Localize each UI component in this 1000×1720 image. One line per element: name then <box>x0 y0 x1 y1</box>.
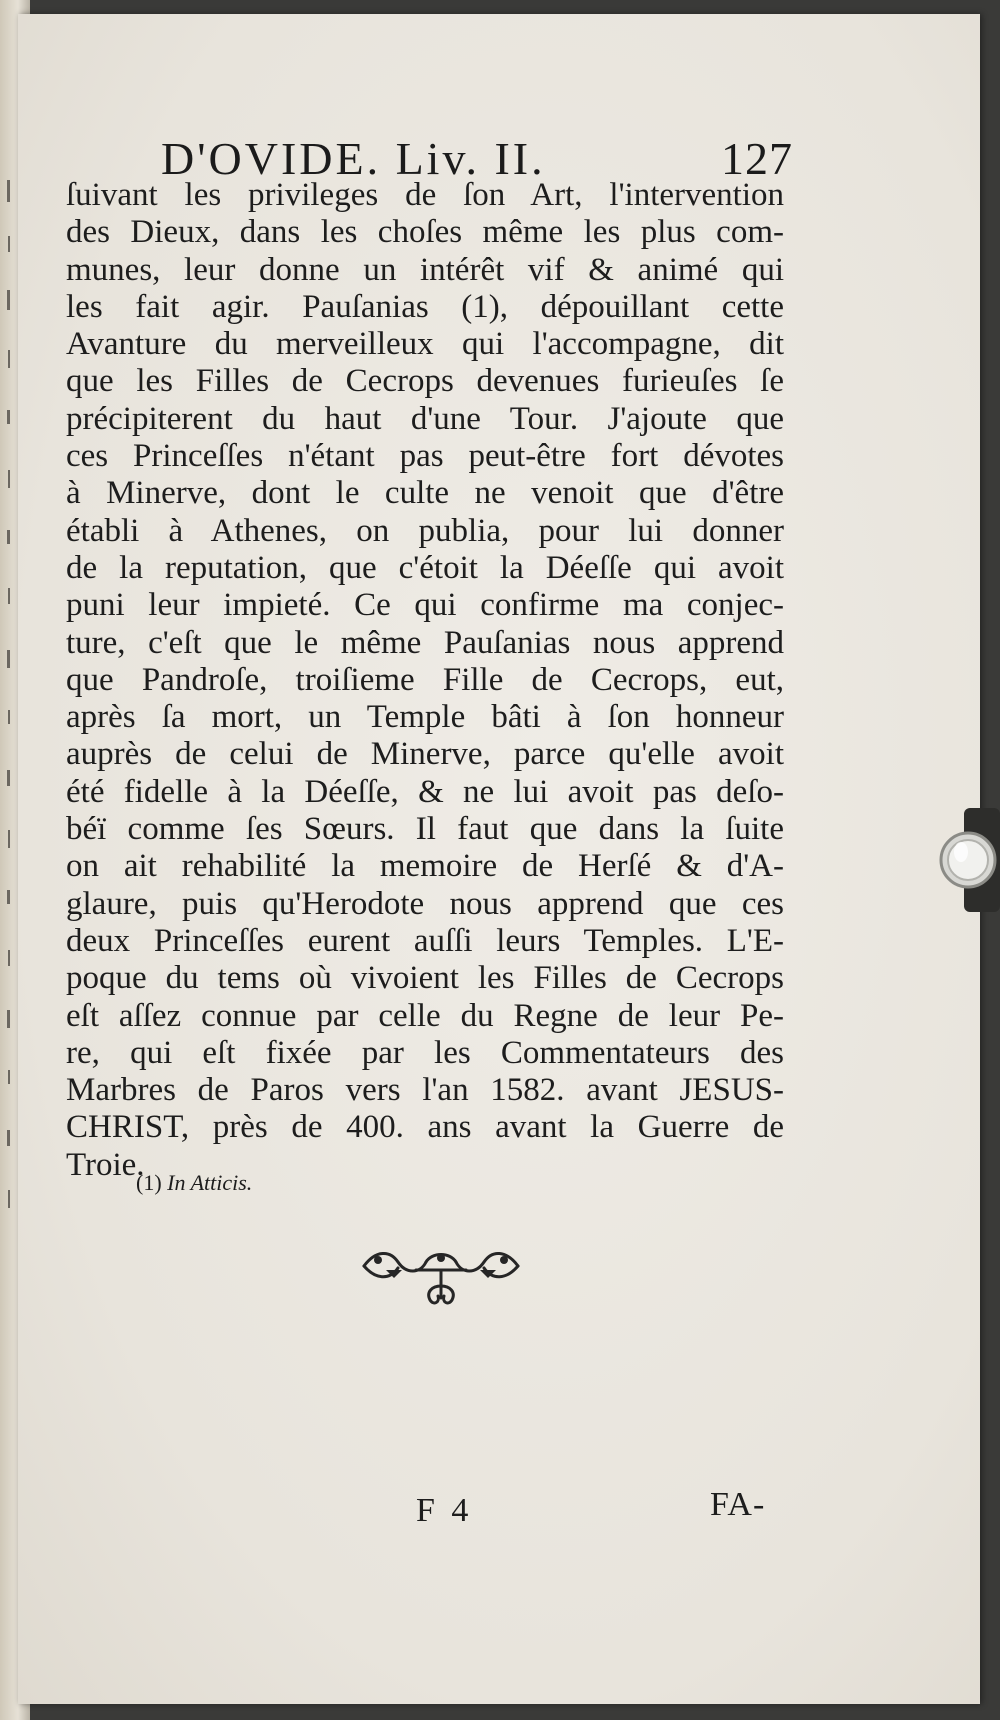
fleuron-ornament-icon <box>356 1240 526 1320</box>
text-line: CHRIST, près de 400. ans avant la Guerre de <box>66 1109 784 1146</box>
text-line: à Minerve, dont le culte ne venoit que d'être <box>66 475 784 512</box>
text-line: munes, leur donne un intérêt vif & animé qui <box>66 251 784 288</box>
catchword: FA- <box>710 1486 766 1523</box>
text-line: que Pandroſe, troiſieme Fille de Cecrops, eut, <box>66 661 784 698</box>
footnote <box>136 1170 252 1196</box>
text-line: béï comme ſes Sœurs. Il faut que dans la ſuite <box>66 811 784 848</box>
footnote-reference: In Atticis. <box>167 1170 253 1195</box>
text-line-last: Troie. <box>66 1146 145 1183</box>
text-line: poque du tems où vivoient les Filles de Cecrops <box>66 960 784 997</box>
previous-page-bleed-marks <box>2 180 16 1230</box>
text-line: des Dieux, dans les choſes même les plus com- <box>66 214 784 251</box>
text-line: eſt aſſez connue par celle du Regne de leur Pe- <box>66 997 784 1034</box>
text-line: de la reputation, que c'étoit la Déeſſe qui avoit <box>66 549 784 586</box>
page-sheet <box>18 14 980 1704</box>
text-line: deux Princeſſes eurent auſſi leurs Temples. L'E- <box>66 922 784 959</box>
text-line: après ſa mort, un Temple bâti à ſon honneur <box>66 699 784 736</box>
page-clip <box>938 808 1000 912</box>
text-line: ture, c'eſt que le même Pauſanias nous apprend <box>66 624 784 661</box>
text-line: que les Filles de Cecrops devenues furieuſes ſe <box>66 363 784 400</box>
text-line: on ait rehabilité la memoire de Herſé & d'A- <box>66 848 784 885</box>
text-line: ſuivant les privileges de ſon Art, l'intervention <box>66 177 784 213</box>
text-line: Avanture du merveilleux qui l'accompagne, dit <box>66 326 784 363</box>
footnote-marker: (1) <box>136 1170 162 1195</box>
text-line: auprès de celui de Minerve, parce qu'elle avoit <box>66 736 784 773</box>
signature-mark: F 4 <box>416 1492 473 1529</box>
text-line: glaure, puis qu'Herodote nous apprend que ces <box>66 885 784 922</box>
body-text <box>66 177 784 1184</box>
text-line: établi à Athenes, on publia, pour lui donner <box>66 512 784 549</box>
text-line: puni leur impieté. Ce qui confirme ma conjec- <box>66 587 784 624</box>
text-line: re, qui eſt fixée par les Commentateurs des <box>66 1034 784 1071</box>
running-title: D'OVIDE. Liv. II. <box>161 133 546 184</box>
text-line: les fait agir. Pauſanias (1), dépouillant cette <box>66 288 784 325</box>
text-line: été fidelle à la Déeſſe, & ne lui avoit pas deſo- <box>66 773 784 810</box>
page-number: 127 <box>721 133 793 184</box>
text-line: ces Princeſſes n'étant pas peut-être fort dévotes <box>66 438 784 475</box>
text-line: précipiterent du haut d'une Tour. J'ajoute que <box>66 400 784 437</box>
text-line: Marbres de Paros vers l'an 1582. avant JESUS- <box>66 1072 784 1109</box>
